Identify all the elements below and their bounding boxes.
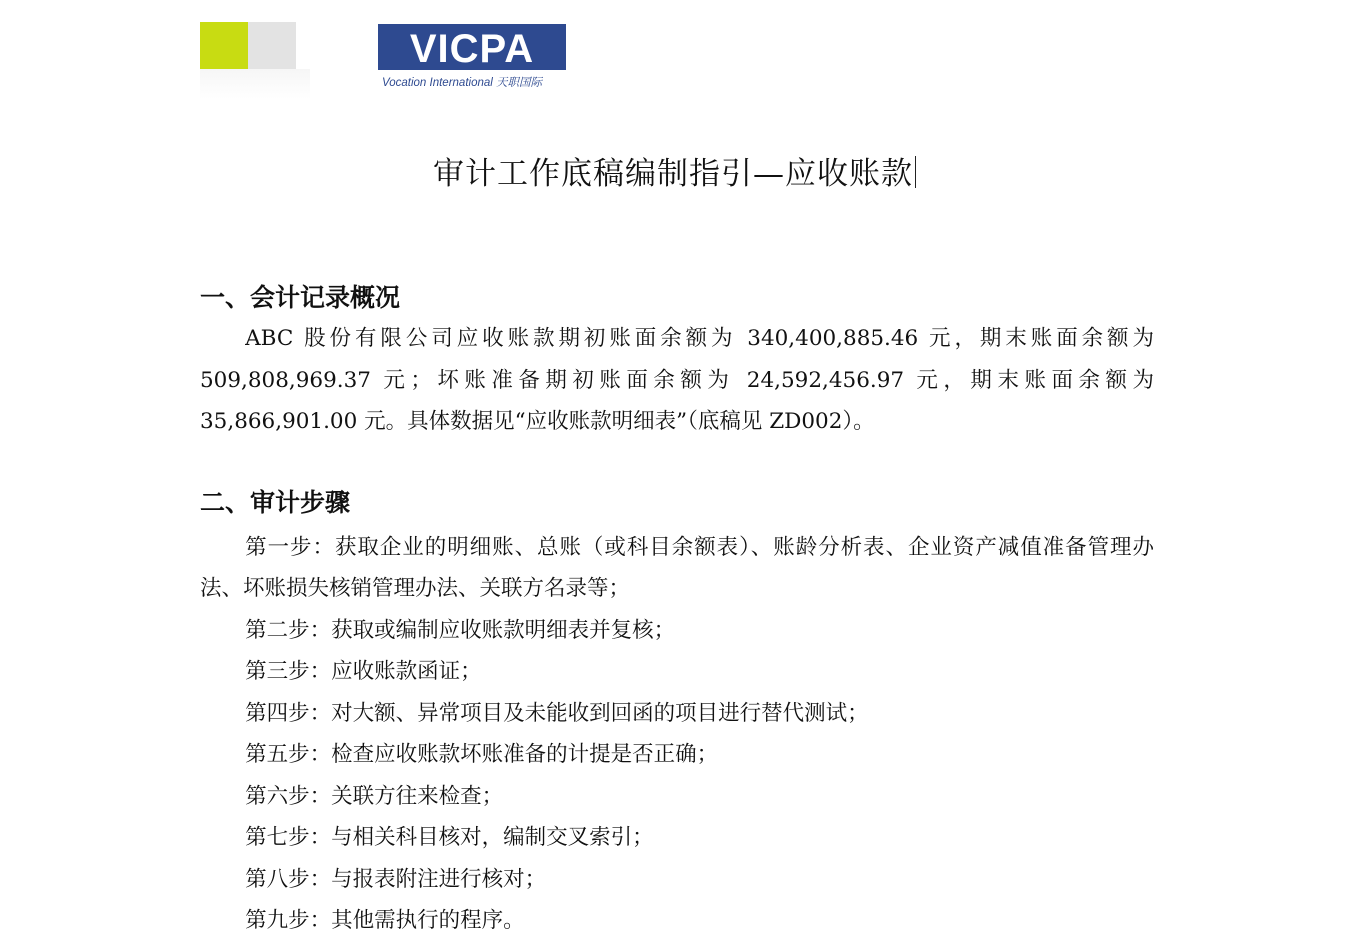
fade-decoration bbox=[200, 69, 310, 99]
audit-step: 第四步：对大额、异常项目及未能收到回函的项目进行替代测试； bbox=[245, 700, 869, 726]
gray-square-decoration bbox=[248, 22, 296, 69]
document-body bbox=[200, 278, 1154, 942]
vicpa-logo bbox=[378, 24, 566, 90]
audit-step: 第六步：关联方往来检查； bbox=[245, 783, 504, 809]
audit-step: 第三步：应收账款函证； bbox=[245, 659, 482, 684]
vicpa-logo-bar bbox=[378, 24, 566, 70]
vicpa-logo-subtitle: Vocation International 天职国际 bbox=[382, 77, 543, 89]
section-accounting-overview bbox=[200, 278, 1154, 443]
document-title-text: 审计工作底稿编制指引—应收账款 bbox=[433, 156, 913, 192]
audit-step: 第九步：其他需执行的程序。 bbox=[245, 908, 525, 933]
vicpa-logo-text: VICPA bbox=[409, 27, 535, 70]
header-logo-area bbox=[200, 22, 580, 102]
document-title bbox=[0, 148, 1349, 193]
audit-step: 第五步：检查应收账款坏账准备的计提是否正确； bbox=[245, 742, 719, 767]
audit-step: 第二步：获取或编制应收账款明细表并复核； bbox=[245, 617, 676, 643]
section-audit-steps bbox=[200, 483, 1154, 942]
audit-step: 第八步：与报表附注进行核对； bbox=[245, 866, 547, 892]
section-heading: 二、审计步骤 bbox=[200, 487, 351, 517]
text-cursor bbox=[915, 156, 916, 188]
audit-step: 第一步：获取企业的明细账、总账（或科目余额表）、账龄分析表、企业资产减值准备管理办法、坏账损失核销管理办法、关联方名录等； bbox=[200, 534, 1154, 601]
overview-paragraph: ABC 股份有限公司应收账款期初账面余额为 340,400,885.46 元，期末账面余额为 509,808,969.37 元；坏账准备期初账面余额为 24,592,456.97 元，期末账面余额为 35,866,901.00 元。具体数据见“应收账款明细表”（底稿见 ZD002）。 bbox=[200, 326, 1154, 434]
green-square-decoration bbox=[200, 22, 248, 69]
section-heading: 一、会计记录概况 bbox=[200, 283, 401, 312]
audit-step: 第七步：与相关科目核对，编制交叉索引； bbox=[245, 825, 654, 850]
